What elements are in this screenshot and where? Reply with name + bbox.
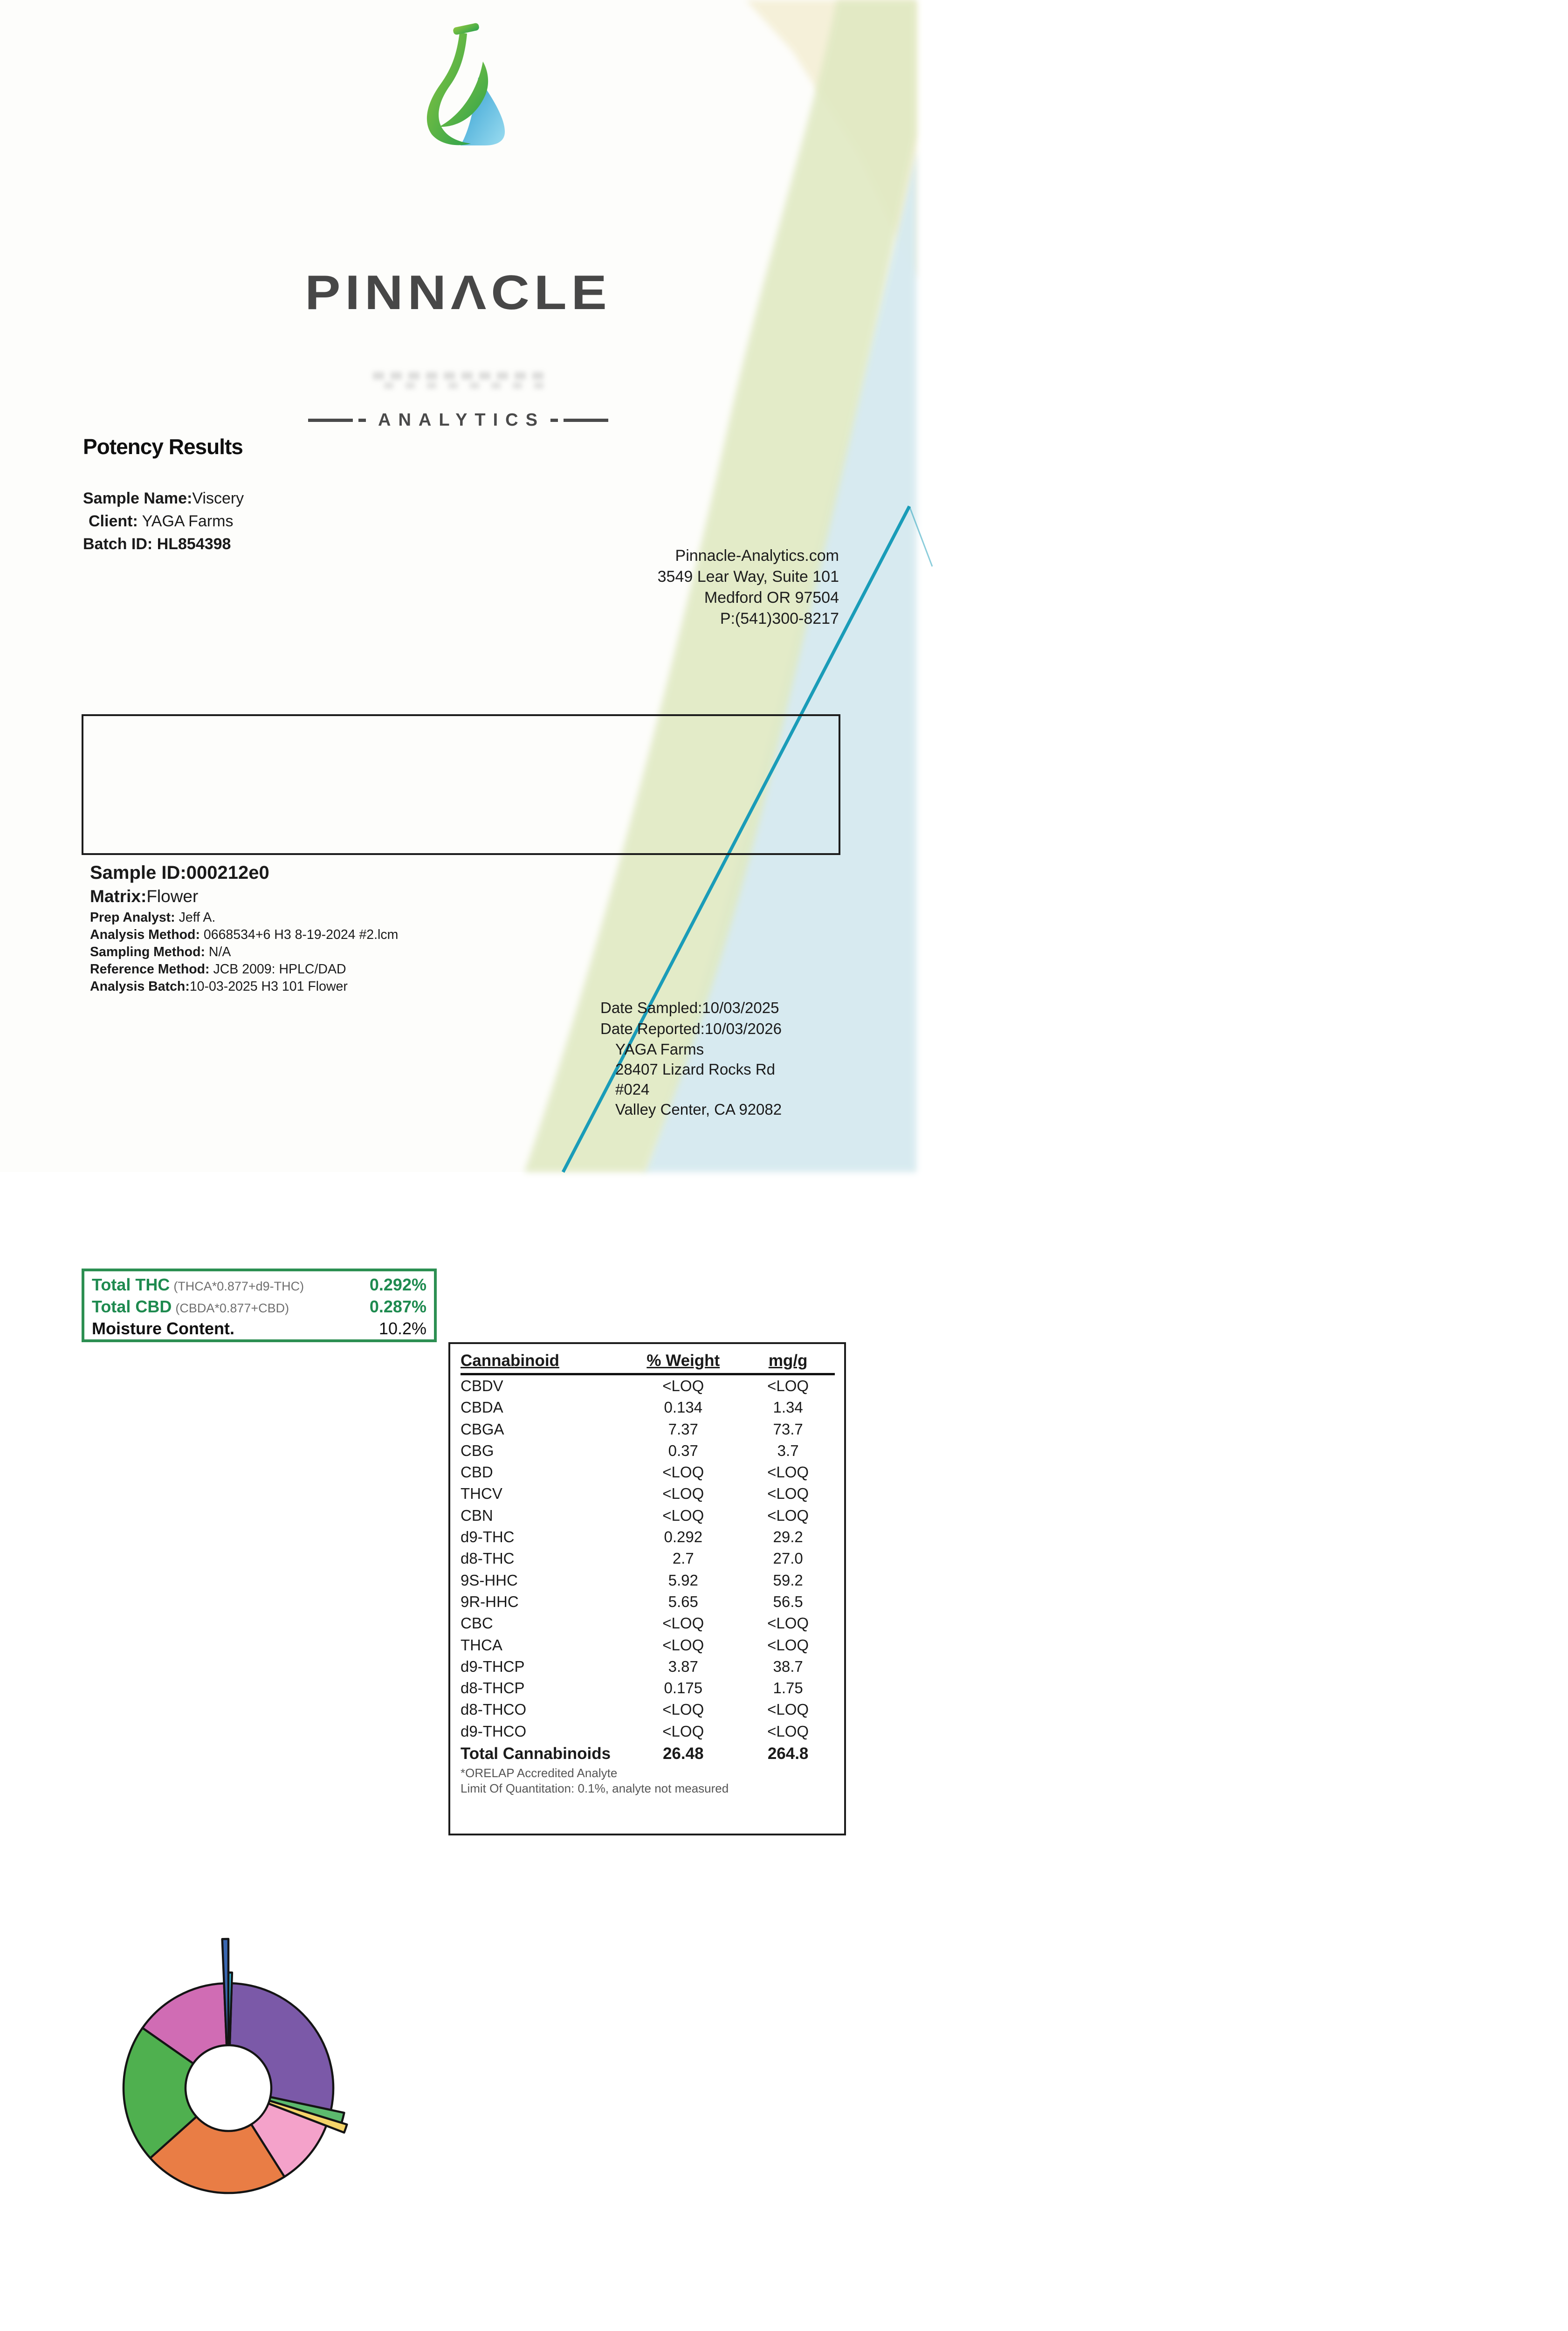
table-row [461,1462,835,1483]
client-city: Valley Center, CA 92082 [615,1101,782,1118]
method-value: Jeff A. [175,910,216,925]
lab-website: Pinnacle-Analytics.com [675,547,839,565]
analyte-weight: <LOQ [662,1485,704,1503]
lab-report-page [0,0,916,1796]
analyte-mgg: <LOQ [767,1701,809,1718]
sample-info-left [90,861,593,995]
sample-name-value: Viscery [192,490,244,507]
analyte-weight: <LOQ [662,1722,704,1740]
analyte-mgg: 1.75 [773,1679,803,1697]
analyte-mgg: <LOQ [767,1614,809,1632]
sample-name-line [83,487,999,510]
matrix-label: Matrix: [90,887,147,906]
totals-row [92,1297,426,1319]
rule-right-long [564,419,608,422]
analyte-name: THCA [461,1636,502,1654]
table-row [461,1591,835,1613]
date-sampled-label: Date Sampled: [600,999,702,1016]
totals-box [82,1269,437,1342]
sample-method-row [90,944,593,961]
sample-id-label: Sample ID: [90,862,186,883]
brand-subline [0,410,916,430]
analyte-weight: 0.134 [664,1399,703,1416]
lab-address1: 3549 Lear Way, Suite 101 [657,568,839,586]
date-reported-label: Date Reported: [600,1020,705,1037]
totals-formula: (THCA*0.877+d9-THC) [173,1279,304,1293]
table-row [461,1721,835,1742]
method-label: Reference Method: [90,962,210,977]
analyte-name: CBD [461,1463,493,1481]
totals-label: Total THC [92,1275,170,1294]
analyte-mgg: 27.0 [773,1550,803,1567]
analyte-weight: <LOQ [662,1701,704,1718]
analyte-weight: 5.92 [668,1571,698,1589]
sample-method-row [90,978,593,995]
client-street: 28407 Lizard Rocks Rd [615,1061,776,1078]
table-row [461,1613,835,1634]
analyte-mgg: 1.34 [773,1399,803,1416]
client-unit: #024 [615,1081,650,1098]
analyte-name: d8-THCO [461,1701,527,1718]
table-row [461,1505,835,1526]
method-label: Analysis Batch: [90,979,190,994]
analyte-name: CBN [461,1506,493,1524]
table-row [461,1526,835,1548]
analyte-name: THCV [461,1485,502,1503]
method-value: N/A [205,945,231,959]
analyte-mgg: 56.5 [773,1593,803,1610]
sample-info-box [82,714,840,855]
lab-contact-block [0,545,839,629]
table-header-row [461,1349,835,1375]
matrix-line [90,885,593,908]
totals-formula: (CBDA*0.877+CBD) [175,1301,289,1315]
rule-left-short [358,419,366,422]
analyte-name: 9R-HHC [461,1593,519,1610]
table-row [461,1375,835,1397]
analyte-mgg: 59.2 [773,1571,803,1589]
analyte-mgg: <LOQ [767,1722,809,1740]
sample-name-label: Sample Name: [83,490,193,507]
analyte-mgg: <LOQ [767,1485,809,1503]
table-row [461,1656,835,1677]
rule-left-long [308,419,353,422]
client-name: YAGA Farms [615,1041,704,1058]
lab-address2: Medford OR 97504 [704,589,839,607]
analyte-weight: <LOQ [662,1506,704,1524]
totals-row [92,1275,426,1297]
analyte-weight: 2.7 [672,1550,694,1567]
analyte-mgg: <LOQ [767,1463,809,1481]
method-value: 0668534+6 H3 8-19-2024 #2.lcm [199,927,399,942]
analyte-name: d9-THC [461,1528,515,1546]
totals-row [92,1319,426,1341]
analyte-weight: 7.37 [668,1420,698,1438]
analyte-name: CBGA [461,1420,504,1438]
analyte-name: 9S-HHC [461,1571,518,1589]
analyte-weight: 0.37 [668,1441,698,1459]
table-row [461,1483,835,1504]
analyte-mgg: <LOQ [767,1636,809,1654]
lab-phone: P:(541)300-8217 [720,610,839,628]
table-row [461,1634,835,1656]
matrix-value: Flower [146,887,199,906]
table-row [461,1548,835,1569]
analyte-mgg: 29.2 [773,1528,803,1546]
table-row [461,1440,835,1462]
analyte-weight: 3.87 [668,1657,698,1675]
table-row [461,1397,835,1418]
sample-id-line [90,861,593,885]
total-weight: 26.48 [662,1745,704,1763]
totals-label: Moisture Content. [92,1319,234,1338]
sample-id-value: 000212e0 [186,862,269,883]
total-name: Total Cannabinoids [461,1745,611,1763]
logo-flask-lip [453,22,480,35]
analyte-weight: 0.292 [664,1528,703,1546]
flask-leaf-logo [405,22,520,147]
client-label: Client: [89,512,138,530]
col-header-cannabinoid: Cannabinoid [461,1352,559,1370]
date-sampled-line [600,997,833,1018]
analyte-mgg: <LOQ [767,1377,809,1394]
donut-slice-CBGA [230,1983,333,2110]
analyte-weight: <LOQ [662,1377,704,1394]
client-line [83,510,999,533]
cannabinoid-donut-chart [105,1931,452,2203]
footnote-line: Limit Of Quantitation: 0.1%, analyte not measured [461,1781,729,1796]
analyte-weight: <LOQ [662,1636,704,1654]
table-body [461,1375,835,1742]
totals-value: 0.292% [369,1275,426,1294]
batch-id-value: HL854398 [157,535,231,553]
analyte-weight: <LOQ [662,1614,704,1632]
totals-value: 0.287% [369,1297,426,1316]
ghost-smudge [373,370,550,391]
batch-id-label: Batch ID: [83,535,153,553]
analyte-weight: <LOQ [662,1463,704,1481]
method-label: Sampling Method: [90,945,205,959]
method-value: JCB 2009: HPLC/DAD [209,962,346,977]
analyte-weight: 0.175 [664,1679,703,1697]
footnote-line: *ORELAP Accredited Analyte [461,1766,618,1780]
analyte-name: d8-THC [461,1550,515,1567]
method-label: Prep Analyst: [90,910,175,925]
brand-wordmark-text: PINNΛCLE [305,266,612,320]
analyte-mgg: 3.7 [777,1441,799,1459]
totals-label: Total CBD [92,1297,172,1316]
page-title: Potency Results [83,434,243,459]
sample-method-row [90,926,593,944]
date-sampled-value: 10/03/2025 [702,999,779,1016]
date-reported-line [600,1018,833,1039]
analyte-name: d9-THCO [461,1722,527,1740]
brand-subname: ANALYTICS [378,410,545,430]
client-value: YAGA Farms [142,512,234,530]
analyte-mgg: 38.7 [773,1657,803,1675]
analyte-name: CBC [461,1614,493,1632]
rule-right-short [550,419,558,422]
method-label: Analysis Method: [90,927,200,942]
sample-info-right [600,997,833,1119]
table-total-row [461,1742,835,1765]
analyte-mgg: 73.7 [773,1420,803,1438]
analyte-name: d8-THCP [461,1679,525,1697]
analyte-name: d9-THCP [461,1657,525,1675]
sample-method-rows [90,909,593,995]
analyte-mgg: <LOQ [767,1506,809,1524]
method-value: 10-03-2025 H3 101 Flower [189,979,348,994]
table-row [461,1699,835,1720]
logo-flask-body [427,33,471,145]
sample-method-row [90,909,593,926]
cannabinoid-table [448,1342,846,1835]
client-address-block [600,1039,833,1119]
analyte-name: CBDA [461,1399,503,1416]
date-reported-value: 10/03/2026 [704,1020,782,1037]
brand-wordmark [0,265,916,321]
analyte-name: CBG [461,1441,494,1459]
total-mgg: 264.8 [767,1745,809,1763]
table-row [461,1570,835,1591]
table-row [461,1677,835,1699]
analyte-weight: 5.65 [668,1593,698,1610]
sample-method-row [90,961,593,978]
col-header-mgg: mg/g [768,1352,808,1370]
totals-value: 10.2% [378,1319,426,1338]
table-row [461,1419,835,1440]
table-footnotes [461,1765,835,1796]
analyte-name: CBDV [461,1377,503,1394]
col-header-weight: % Weight [646,1352,720,1370]
